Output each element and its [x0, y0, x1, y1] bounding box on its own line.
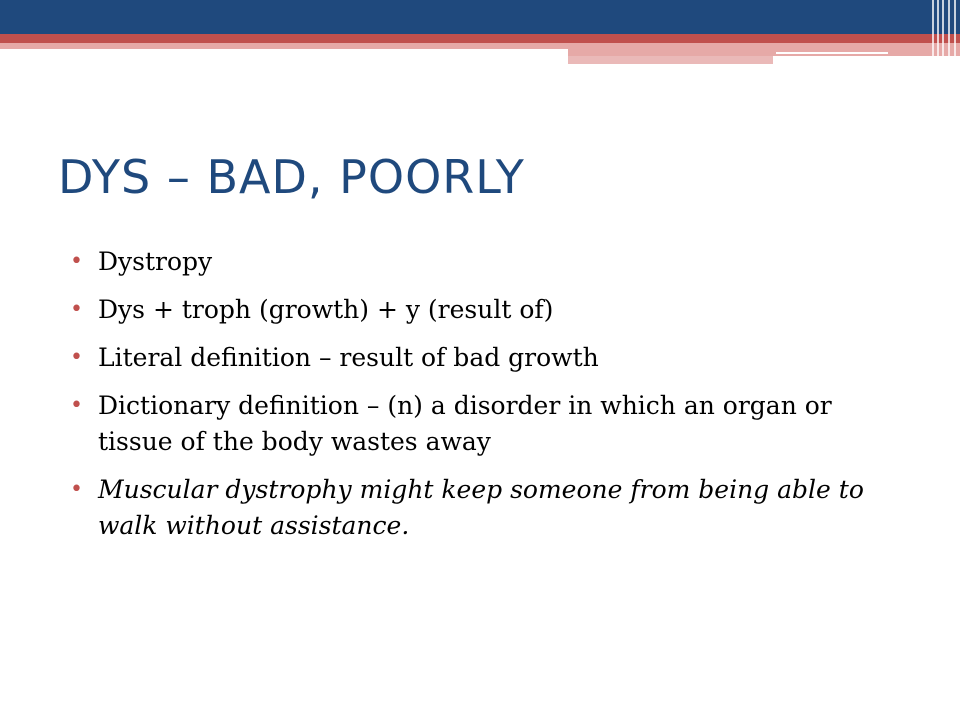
bullet-icon: • [70, 297, 83, 322]
header-stripes [930, 0, 960, 64]
bullet-text: Dictionary definition – (n) a disorder in which an organ or tissue of the body wastes away [98, 391, 832, 456]
bullet-list [70, 244, 890, 556]
bullet-icon: • [70, 393, 83, 418]
bullet-text: Literal definition – result of bad growth [98, 343, 599, 372]
header-bar-blue [0, 0, 960, 34]
bullet-icon: • [70, 249, 83, 274]
header-divider-line [776, 52, 888, 54]
bullet-icon: • [70, 345, 83, 370]
example-sentence: Muscular dystrophy might keep someone from being able to walk without assistance. [98, 475, 864, 540]
bullet-item-example [70, 472, 890, 544]
bullet-item [70, 292, 890, 328]
bullet-item [70, 244, 890, 280]
header-bar-red [0, 34, 960, 43]
bullet-icon: • [70, 477, 83, 502]
bullet-text: Dys + troph (growth) + y (result of) [98, 295, 554, 324]
bullet-text: Dystropy [98, 247, 213, 276]
header-bar-pink-short [568, 49, 960, 56]
bullet-item [70, 388, 890, 460]
slide-title: DYS – BAD, POORLY [58, 150, 525, 204]
header-bar-pink-shorter [568, 56, 773, 64]
bullet-item [70, 340, 890, 376]
